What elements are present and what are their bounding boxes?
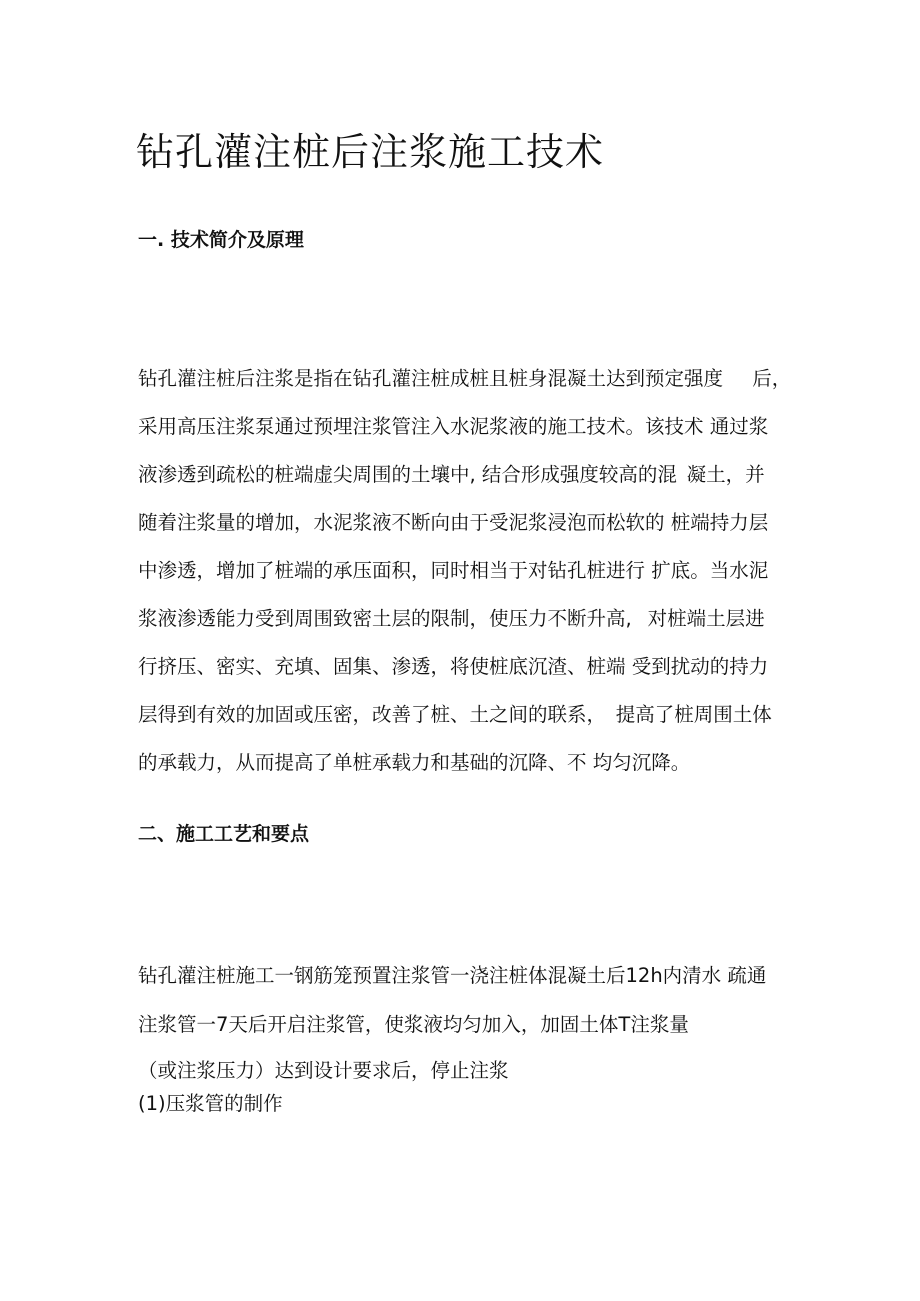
paragraph-line: 注浆管一7天后开启注浆管，使浆液均匀加入，加固土体T注浆量 — [138, 1013, 689, 1036]
paragraph-line: 采用高压注浆泵通过预埋注浆管注入水泥浆液的施工技术。该技术 通过浆 — [138, 415, 769, 438]
section-2-heading: 二、施工工艺和要点 — [138, 823, 310, 845]
paragraph-line: （或注浆压力）达到设计要求后，停止注浆 — [138, 1059, 509, 1082]
paragraph-line: 钻孔灌注桩后注浆是指在钻孔灌注桩成桩且桩身混凝土达到预定强度 后， — [138, 367, 792, 390]
document-title: 钻孔灌注桩后注浆施工技术 — [136, 130, 605, 174]
paragraph-line: 浆液渗透能力受到周围致密土层的限制，使压力不断升高, 对桩端土层进 — [138, 607, 765, 630]
paragraph-line: 行挤压、密实、充填、固集、渗透，将使桩底沉渣、桩端 受到扰动的持力 — [138, 655, 769, 678]
paragraph-line: 层得到有效的加固或压密，改善了桩、土之间的联系， 提高了桩周围土体 — [138, 703, 772, 726]
paragraph-line: (1)压浆管的制作 — [138, 1092, 283, 1115]
paragraph-line: 中渗透，增加了桩端的承压面积，同时相当于对钻孔桩进行 扩底。当水泥 — [138, 559, 769, 582]
paragraph-line: 的承载力，从而提高了单桩承载力和基础的沉降、不 均匀沉降。 — [138, 751, 691, 774]
paragraph-line: 液渗透到疏松的桩端虚尖周围的土壤中, 结合形成强度较高的混 凝土，并 — [138, 463, 765, 486]
paragraph-line: 钻孔灌注桩施工一钢筋笼预置注浆管一浇注桩体混凝土后12h内清水 疏通 — [138, 964, 767, 987]
paragraph-line: 随着注浆量的增加，水泥浆液不断向由于受泥浆浸泡而松软的 桩端持力层 — [138, 511, 769, 534]
section-1-heading: 一. 技术简介及原理 — [138, 229, 304, 251]
